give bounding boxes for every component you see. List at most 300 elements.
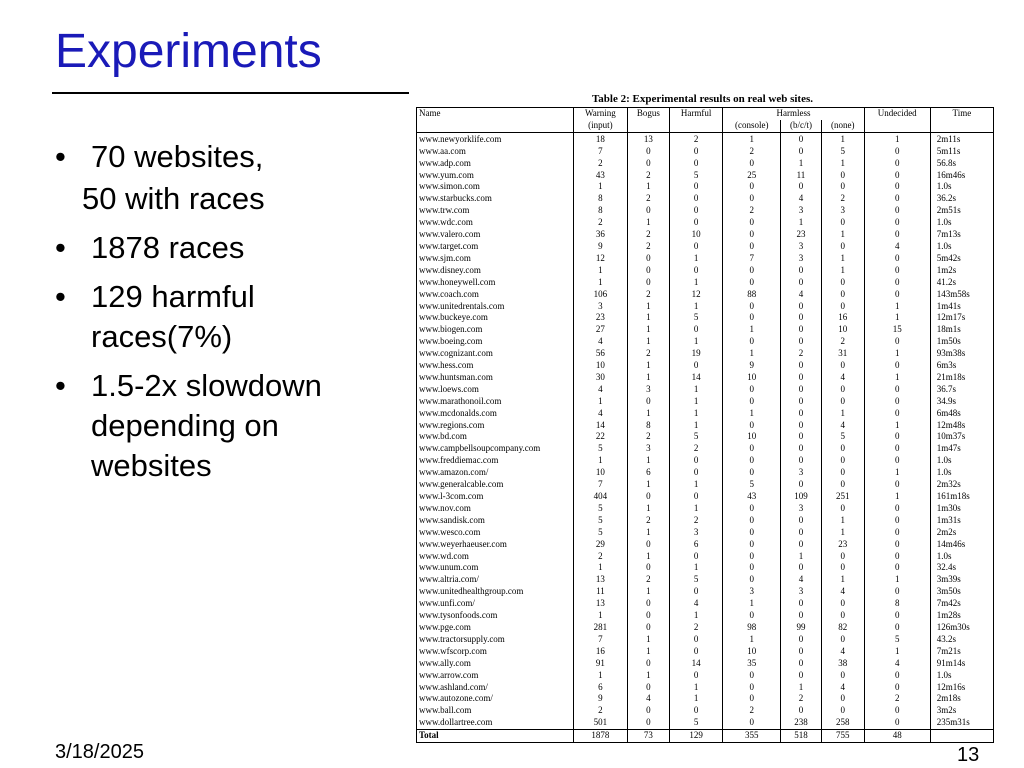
cell-console: 0	[723, 467, 781, 479]
cell-console: 0	[723, 503, 781, 515]
cell-warning: 7	[574, 146, 628, 158]
cell-name: www.wdc.com	[417, 217, 574, 229]
cell-harmful: 1	[669, 610, 722, 622]
cell-bct: 0	[781, 646, 822, 658]
cell-warning: 12	[574, 253, 628, 265]
cell-bct: 23	[781, 229, 822, 241]
cell-undecided: 1	[864, 491, 930, 503]
bullet-text: 70 websites,	[91, 139, 264, 174]
total-time	[930, 730, 993, 743]
cell-bct: 0	[781, 336, 822, 348]
cell-bogus: 1	[627, 301, 669, 313]
cell-name: www.boeing.com	[417, 336, 574, 348]
cell-name: www.sjm.com	[417, 253, 574, 265]
cell-warning: 56	[574, 348, 628, 360]
cell-warning: 13	[574, 574, 628, 586]
cell-bogus: 1	[627, 634, 669, 646]
table-row	[417, 253, 994, 265]
cell-harmful: 0	[669, 705, 722, 717]
cell-none: 4	[821, 586, 864, 598]
cell-bogus: 1	[627, 670, 669, 682]
cell-harmful: 0	[669, 670, 722, 682]
cell-warning: 5	[574, 515, 628, 527]
cell-name: www.adp.com	[417, 158, 574, 170]
cell-warning: 14	[574, 420, 628, 432]
cell-time: 1m28s	[930, 610, 993, 622]
cell-undecided: 0	[864, 610, 930, 622]
table-row	[417, 193, 994, 205]
cell-bct: 1	[781, 217, 822, 229]
cell-undecided: 0	[864, 158, 930, 170]
cell-bogus: 1	[627, 324, 669, 336]
table-total-row	[417, 730, 994, 743]
cell-console: 0	[723, 693, 781, 705]
cell-console: 0	[723, 527, 781, 539]
cell-console: 5	[723, 479, 781, 491]
cell-none: 0	[821, 443, 864, 455]
cell-undecided: 0	[864, 217, 930, 229]
cell-bogus: 0	[627, 539, 669, 551]
cell-bct: 4	[781, 193, 822, 205]
cell-warning: 7	[574, 634, 628, 646]
cell-bct: 3	[781, 253, 822, 265]
cell-undecided: 0	[864, 384, 930, 396]
table-row	[417, 670, 994, 682]
cell-name: www.coach.com	[417, 289, 574, 301]
cell-harmful: 1	[669, 503, 722, 515]
cell-warning: 1	[574, 670, 628, 682]
cell-none: 0	[821, 181, 864, 193]
cell-bct: 3	[781, 586, 822, 598]
cell-harmful: 1	[669, 384, 722, 396]
cell-time: 41.2s	[930, 277, 993, 289]
table-row	[417, 658, 994, 670]
cell-bogus: 8	[627, 420, 669, 432]
cell-bogus: 1	[627, 408, 669, 420]
cell-undecided: 0	[864, 717, 930, 729]
table-row	[417, 158, 994, 170]
table-row	[417, 431, 994, 443]
cell-time: 10m37s	[930, 431, 993, 443]
cell-warning: 27	[574, 324, 628, 336]
cell-bogus: 0	[627, 598, 669, 610]
cell-warning: 1	[574, 277, 628, 289]
cell-bogus: 6	[627, 467, 669, 479]
cell-bct: 0	[781, 372, 822, 384]
cell-name: www.unfi.com/	[417, 598, 574, 610]
cell-harmful: 4	[669, 598, 722, 610]
cell-undecided: 8	[864, 598, 930, 610]
table-row	[417, 408, 994, 420]
col-header-time: Time	[930, 108, 993, 120]
cell-bogus: 0	[627, 396, 669, 408]
table-row	[417, 372, 994, 384]
cell-bogus: 4	[627, 693, 669, 705]
cell-none: 1	[821, 265, 864, 277]
cell-console: 0	[723, 443, 781, 455]
cell-bogus: 2	[627, 229, 669, 241]
cell-name: www.loews.com	[417, 384, 574, 396]
bullet-item-continuation	[55, 179, 375, 219]
table-row	[417, 360, 994, 372]
cell-undecided: 0	[864, 479, 930, 491]
cell-time: 1.0s	[930, 455, 993, 467]
cell-undecided: 0	[864, 146, 930, 158]
cell-console: 0	[723, 277, 781, 289]
table-row	[417, 551, 994, 563]
cell-name: www.unitedhealthgroup.com	[417, 586, 574, 598]
cell-name: www.autozone.com/	[417, 693, 574, 705]
cell-time: 12m17s	[930, 312, 993, 324]
cell-time: 1.0s	[930, 670, 993, 682]
cell-bct: 0	[781, 360, 822, 372]
cell-warning: 30	[574, 372, 628, 384]
cell-name: www.pge.com	[417, 622, 574, 634]
table-row	[417, 324, 994, 336]
cell-harmful: 0	[669, 491, 722, 503]
table-row	[417, 289, 994, 301]
cell-harmful: 1	[669, 682, 722, 694]
cell-warning: 1	[574, 181, 628, 193]
cell-time: 1.0s	[930, 181, 993, 193]
cell-none: 0	[821, 360, 864, 372]
table-row	[417, 515, 994, 527]
cell-bogus: 0	[627, 622, 669, 634]
cell-none: 16	[821, 312, 864, 324]
cell-bct: 0	[781, 384, 822, 396]
col-subheader-input: (input)	[574, 120, 628, 132]
cell-time: 3m2s	[930, 705, 993, 717]
cell-warning: 9	[574, 241, 628, 253]
cell-harmful: 5	[669, 717, 722, 729]
cell-none: 0	[821, 610, 864, 622]
total-bogus: 73	[627, 730, 669, 743]
cell-bogus: 0	[627, 205, 669, 217]
cell-undecided: 0	[864, 515, 930, 527]
cell-warning: 501	[574, 717, 628, 729]
cell-time: 1.0s	[930, 241, 993, 253]
cell-name: www.regions.com	[417, 420, 574, 432]
cell-undecided: 0	[864, 408, 930, 420]
cell-time: 3m50s	[930, 586, 993, 598]
bullet-text: 129 harmful races(7%)	[91, 279, 255, 354]
cell-bct: 0	[781, 312, 822, 324]
cell-none: 0	[821, 301, 864, 313]
cell-bct: 1	[781, 158, 822, 170]
cell-time: 6m3s	[930, 360, 993, 372]
cell-time: 1m30s	[930, 503, 993, 515]
cell-bct: 0	[781, 277, 822, 289]
cell-warning: 1	[574, 265, 628, 277]
cell-console: 0	[723, 562, 781, 574]
cell-none: 82	[821, 622, 864, 634]
cell-console: 2	[723, 146, 781, 158]
cell-time: 2m18s	[930, 693, 993, 705]
table-row	[417, 205, 994, 217]
table-row	[417, 170, 994, 182]
cell-console: 0	[723, 158, 781, 170]
cell-none: 0	[821, 551, 864, 563]
table-row	[417, 562, 994, 574]
cell-undecided: 1	[864, 420, 930, 432]
cell-name: www.nov.com	[417, 503, 574, 515]
table-row	[417, 479, 994, 491]
cell-bogus: 1	[627, 479, 669, 491]
cell-console: 98	[723, 622, 781, 634]
cell-harmful: 0	[669, 217, 722, 229]
cell-name: www.ball.com	[417, 705, 574, 717]
cell-time: 1m47s	[930, 443, 993, 455]
cell-console: 0	[723, 193, 781, 205]
cell-undecided: 1	[864, 312, 930, 324]
cell-none: 38	[821, 658, 864, 670]
cell-harmful: 2	[669, 622, 722, 634]
cell-undecided: 1	[864, 467, 930, 479]
table-row	[417, 503, 994, 515]
cell-name: www.freddiemac.com	[417, 455, 574, 467]
cell-console: 1	[723, 348, 781, 360]
cell-harmful: 0	[669, 646, 722, 658]
cell-none: 0	[821, 693, 864, 705]
cell-name: www.tractorsupply.com	[417, 634, 574, 646]
cell-harmful: 1	[669, 396, 722, 408]
cell-bogus: 1	[627, 455, 669, 467]
cell-bct: 2	[781, 348, 822, 360]
cell-console: 1	[723, 324, 781, 336]
cell-time: 2m11s	[930, 132, 993, 145]
cell-undecided: 0	[864, 503, 930, 515]
cell-bogus: 1	[627, 527, 669, 539]
cell-time: 1.0s	[930, 551, 993, 563]
cell-bct: 0	[781, 515, 822, 527]
table-row	[417, 682, 994, 694]
cell-harmful: 2	[669, 515, 722, 527]
col-header-harmful: Harmful	[669, 108, 722, 120]
col-subheader-none: (none)	[821, 120, 864, 132]
cell-name: www.honeywell.com	[417, 277, 574, 289]
bullet-text: 50 with races	[82, 181, 265, 216]
cell-none: 4	[821, 646, 864, 658]
cell-bogus: 0	[627, 277, 669, 289]
cell-warning: 1	[574, 396, 628, 408]
table-caption: Table 2: Experimental results on real web sites.	[591, 93, 813, 105]
cell-harmful: 1	[669, 420, 722, 432]
cell-undecided: 4	[864, 658, 930, 670]
cell-undecided: 0	[864, 455, 930, 467]
cell-name: www.ashland.com/	[417, 682, 574, 694]
cell-harmful: 0	[669, 205, 722, 217]
cell-warning: 1	[574, 610, 628, 622]
table-row	[417, 717, 994, 729]
cell-name: www.cognizant.com	[417, 348, 574, 360]
cell-bct: 3	[781, 241, 822, 253]
cell-bogus: 1	[627, 181, 669, 193]
cell-console: 1	[723, 132, 781, 145]
cell-warning: 4	[574, 336, 628, 348]
cell-console: 0	[723, 396, 781, 408]
cell-console: 0	[723, 336, 781, 348]
total-warning: 1878	[574, 730, 628, 743]
bullet-text: 1878 races	[91, 230, 245, 265]
cell-console: 9	[723, 360, 781, 372]
cell-harmful: 0	[669, 551, 722, 563]
cell-none: 0	[821, 455, 864, 467]
cell-undecided: 0	[864, 265, 930, 277]
cell-harmful: 12	[669, 289, 722, 301]
cell-name: www.aa.com	[417, 146, 574, 158]
cell-bogus: 2	[627, 241, 669, 253]
cell-harmful: 0	[669, 634, 722, 646]
cell-bogus: 0	[627, 146, 669, 158]
cell-time: 126m30s	[930, 622, 993, 634]
cell-time: 7m42s	[930, 598, 993, 610]
cell-harmful: 1	[669, 408, 722, 420]
cell-undecided: 4	[864, 241, 930, 253]
total-label: Total	[417, 730, 574, 743]
cell-warning: 5	[574, 503, 628, 515]
table-row	[417, 443, 994, 455]
cell-undecided: 0	[864, 431, 930, 443]
cell-console: 88	[723, 289, 781, 301]
cell-bct: 0	[781, 443, 822, 455]
cell-bogus: 0	[627, 705, 669, 717]
cell-none: 5	[821, 146, 864, 158]
cell-none: 0	[821, 634, 864, 646]
cell-none: 0	[821, 479, 864, 491]
cell-warning: 7	[574, 479, 628, 491]
cell-warning: 281	[574, 622, 628, 634]
cell-bogus: 0	[627, 610, 669, 622]
cell-bogus: 2	[627, 193, 669, 205]
cell-name: www.newyorklife.com	[417, 132, 574, 145]
cell-harmful: 5	[669, 170, 722, 182]
cell-harmful: 5	[669, 431, 722, 443]
cell-console: 10	[723, 431, 781, 443]
cell-none: 258	[821, 717, 864, 729]
cell-undecided: 0	[864, 253, 930, 265]
cell-warning: 4	[574, 408, 628, 420]
cell-bct: 109	[781, 491, 822, 503]
cell-name: www.target.com	[417, 241, 574, 253]
cell-none: 31	[821, 348, 864, 360]
cell-console: 7	[723, 253, 781, 265]
cell-name: www.tysonfoods.com	[417, 610, 574, 622]
cell-time: 14m46s	[930, 539, 993, 551]
cell-harmful: 1	[669, 479, 722, 491]
cell-undecided: 0	[864, 622, 930, 634]
cell-harmful: 14	[669, 658, 722, 670]
slide-title: Experiments	[55, 25, 322, 78]
cell-none: 1	[821, 253, 864, 265]
cell-none: 4	[821, 682, 864, 694]
cell-harmful: 1	[669, 277, 722, 289]
cell-harmful: 10	[669, 229, 722, 241]
cell-name: www.altria.com/	[417, 574, 574, 586]
cell-warning: 22	[574, 431, 628, 443]
cell-warning: 1	[574, 455, 628, 467]
cell-none: 4	[821, 420, 864, 432]
cell-console: 1	[723, 598, 781, 610]
cell-bct: 0	[781, 658, 822, 670]
cell-undecided: 0	[864, 443, 930, 455]
cell-undecided: 1	[864, 301, 930, 313]
cell-undecided: 0	[864, 527, 930, 539]
table-row	[417, 217, 994, 229]
table-row	[417, 646, 994, 658]
cell-undecided: 1	[864, 372, 930, 384]
cell-name: www.huntsman.com	[417, 372, 574, 384]
cell-harmful: 6	[669, 539, 722, 551]
cell-harmful: 0	[669, 193, 722, 205]
table-row	[417, 241, 994, 253]
cell-warning: 8	[574, 193, 628, 205]
table-row	[417, 181, 994, 193]
cell-warning: 8	[574, 205, 628, 217]
cell-time: 56.8s	[930, 158, 993, 170]
cell-console: 0	[723, 265, 781, 277]
cell-warning: 29	[574, 539, 628, 551]
page-number: 13	[957, 744, 980, 766]
cell-time: 1.0s	[930, 217, 993, 229]
cell-harmful: 19	[669, 348, 722, 360]
table-row	[417, 705, 994, 717]
cell-none: 5	[821, 431, 864, 443]
table-row	[417, 634, 994, 646]
cell-bogus: 1	[627, 217, 669, 229]
cell-warning: 4	[574, 384, 628, 396]
cell-name: www.generalcable.com	[417, 479, 574, 491]
cell-warning: 404	[574, 491, 628, 503]
cell-none: 4	[821, 372, 864, 384]
cell-undecided: 0	[864, 170, 930, 182]
cell-time: 1.0s	[930, 467, 993, 479]
bullet-dot-icon: •	[55, 279, 66, 314]
col-header-bogus: Bogus	[627, 108, 669, 120]
cell-bogus: 3	[627, 443, 669, 455]
cell-undecided: 0	[864, 396, 930, 408]
cell-bogus: 1	[627, 336, 669, 348]
cell-none: 1	[821, 408, 864, 420]
table-body	[417, 132, 994, 729]
cell-none: 0	[821, 705, 864, 717]
table-row	[417, 229, 994, 241]
table-row	[417, 527, 994, 539]
cell-warning: 2	[574, 551, 628, 563]
cell-bct: 0	[781, 324, 822, 336]
cell-bct: 0	[781, 634, 822, 646]
cell-warning: 2	[574, 217, 628, 229]
cell-bogus: 2	[627, 574, 669, 586]
cell-undecided: 0	[864, 551, 930, 563]
cell-name: www.wesco.com	[417, 527, 574, 539]
bullet-item	[55, 366, 375, 486]
cell-warning: 43	[574, 170, 628, 182]
cell-undecided: 1	[864, 646, 930, 658]
cell-none: 10	[821, 324, 864, 336]
cell-time: 21m18s	[930, 372, 993, 384]
cell-bogus: 1	[627, 551, 669, 563]
cell-undecided: 0	[864, 682, 930, 694]
cell-name: www.amazon.com/	[417, 467, 574, 479]
cell-console: 0	[723, 574, 781, 586]
table-row	[417, 348, 994, 360]
cell-undecided: 15	[864, 324, 930, 336]
cell-time: 5m11s	[930, 146, 993, 158]
cell-time: 1m31s	[930, 515, 993, 527]
bullet-item	[55, 228, 375, 268]
table-row	[417, 622, 994, 634]
cell-time: 12m48s	[930, 420, 993, 432]
